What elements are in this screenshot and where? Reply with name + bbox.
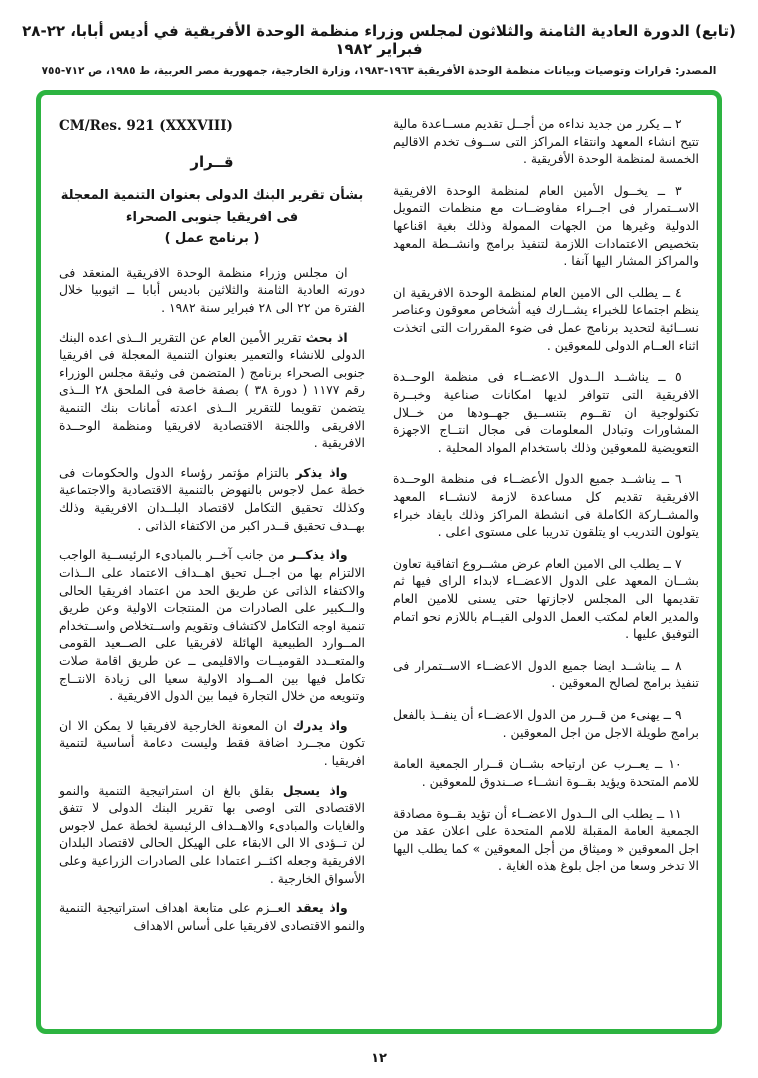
two-column-layout xyxy=(41,95,717,1029)
content-border-box xyxy=(36,90,722,1034)
resolution-reference: CM/Res. 921 (XXXVIII) xyxy=(59,118,233,134)
operative-item-7: ٧ ــ يطلب الى الامين العام عرض مشــروع اتفاقية تعاون بشــان المعهد على الدول الاعضــاء لابداء الراى فيها ثم تقديمها الى المجلس لاجازتها حتى يسنى للامين العام والمدير العام لمكتب العمل الدولى القيــام باللازم نحو اتمام التوفيق عليها . xyxy=(393,555,699,642)
paragraph-text: العــزم على متابعة اهداف استراتيجية التنمية والنمو الاقتصادى لافريقيا على أساس الاهداف xyxy=(59,900,365,933)
header-session-line: (تابع) الدورة العادية الثامنة والثلاثون لمجلس وزراء منظمة الوحدة الأفريقية في أديس أبابا، ٢٢-٢٨ فبراير ١٩٨٢ xyxy=(22,22,736,58)
preamble-paragraph-7 xyxy=(59,899,365,934)
operative-item-5: ٥ ــ يناشــد الــدول الاعضــاء فى منظمة الوحــدة الافريقية التى تتوافر لديها امكانات صناعية وخبــرة تكنولوجية ان تقــوم بتنســيق جهــودها من خــلال المشاورات وتبادل المعلومات فى مجال انتــاج الاجهزة التعويضية للمعوقين وذلك باستخدام المواد المحلية . xyxy=(393,369,699,455)
preamble-paragraph-4 xyxy=(59,546,365,704)
paragraph-lead: واذ يذكر xyxy=(295,464,348,480)
operative-item-6: ٦ ــ يناشــد جميع الدول الأعضــاء فى منظمة الوحــدة الافريقية تقديم كل مساعدة لازمة لانشــاء المعهد والمشــاركة الكاملة فى انشطة المراكز وذلك بايفاد خبراء يتولون التدريب او يتلقون تدريبا على مستوى اعلى . xyxy=(393,471,699,540)
preamble-paragraph-1 xyxy=(59,264,365,317)
operative-item-10: ١٠ ــ يعــرب عن ارتياحه بشــان قــرار الجمعية العامة للامم المتحدة ويؤيد بقــوة انشــاء صــندوق للمعوقين . xyxy=(393,756,699,789)
operative-item-2: ٢ ــ يكرر من جديد نداءه من أجــل تقديم مســاعدة مالية تتيح انشاء المعهد وانتقاء المراكز التى ســوف تخدم الاقاليم الخمسة لمنظمة الوحدة الأفريقية . xyxy=(393,116,699,167)
preamble-paragraph-3 xyxy=(59,464,365,534)
operative-item-3: ٣ ــ يخــول الأمين العام لمنظمة الوحدة الافريقية الاســتمرار فى اجــراء مفاوضــات مع منظمات التمويل الدولية وغيرها من الجهات الممولة وذلك بغية اقناعها بتخصيص الاعتمادات اللازمة لتنفيذ برامج وانشــطة المعهد والمراكز المشار اليها آنفا . xyxy=(393,182,699,269)
page-footer xyxy=(0,1051,758,1066)
column-operative-items xyxy=(393,115,699,1015)
paragraph-text: تقرير الأمين العام عن التقرير الــذى اعده البنك الدولى للانشاء والتعمير بعنوان التنمية المعجلة فى افريقيا جنوبى الصحراء برنامج ( المتضمن فى وثيقة مجلس الوزراء رقم ١١٧٧ ( دورة ٣٨ ) بصفة خاصة فى الملحق ٢٨ الــذى يتضمن تقويما للتقرير الــذى اعدته أمانات بنك التنمية الافريقى واللجنة الاقتصادية لافريقيا ومنظمة الوحــدة الافريقية . xyxy=(59,329,365,451)
preamble-paragraph-2 xyxy=(59,329,365,452)
resolution-subtitle-3: ( برنامج عمل ) xyxy=(164,231,260,247)
paragraph-text: بقلق بالغ ان استراتيجية التنمية والنمو الاقتصادى التى اوصى بها تقرير البنك الدولى لا تتفق والغايات والمبادىء والاهــداف الرئيسية لخطة عمل لاجوس لن تــؤدى الا الى الابقاء على الهيكل الحالى لاقتصاد البلدان الافريقية وجعله اكثــر اعتمادا على الصادرات الزراعية وعلى الأسواق الخارجية . xyxy=(59,782,365,886)
preamble-paragraph-5 xyxy=(59,717,365,770)
preamble-paragraph-6 xyxy=(59,782,365,888)
resolution-subtitle-2: فى افريقيا جنوبى الصحراء xyxy=(125,209,299,225)
header-source-line: المصدر: قرارات وتوصيات وبيانات منظمة الوحدة الأفريقية ١٩٦٣-١٩٨٣، وزارة الخارجية، جمهورية مصر العربية، ط ١٩٨٥، ص ٧١٢-٧٥٥ xyxy=(41,65,717,77)
paragraph-text: ان المعونة الخارجية لافريقيا لا يمكن الا ان تكون مجــرد اضافة فقط وليست دعامة أساسية لتنمية افريقيا . xyxy=(59,717,365,768)
page-number: ١٢ xyxy=(371,1051,387,1066)
paragraph-lead: واذ يدرك xyxy=(292,717,348,733)
operative-item-8: ٨ ــ يناشــد ايضا جميع الدول الاعضــاء الاســتمرار فى تنفيذ برامج لصالح المعوقين . xyxy=(393,657,699,691)
column-resolution xyxy=(59,115,365,1015)
paragraph-lead: واذ يذكــر xyxy=(289,547,348,563)
paragraph-text: بالتزام مؤتمر رؤساء الدول والحكومات فى خطة عمل لاجوس بالنهوض بالتنمية الاقتصادية والاجتماعية وكذلك تحقيق التكامل لاقتصاد البلــدان الافريقية وذلك بهــدف تحقيق قــدر اكبر من الاكتفاء الذاتى . xyxy=(59,464,365,533)
paragraph-text: ان مجلس وزراء منظمة الوحدة الافريقية المنعقد فى دورته العادية الثامنة والثلاثين باديس أبابا ــ اثيوبيا خلال الفترة من ٢٢ الى ٢٨ فبراير سنة ١٩٨٢ . xyxy=(59,264,365,315)
operative-item-9: ٩ ــ يهنىء من قــرر من الدول الاعضــاء أن ينفــذ بالفعل برامج طويلة الاجل من اجل المعوقين . xyxy=(393,707,699,740)
operative-item-11: ١١ ــ يطلب الى الــدول الاعضــاء أن تؤيد بقــوة مصادقة الجمعية العامة المقبلة للامم المتحدة على اعلان عقد من اجل المعوقين « وميثاق من أجل المعوقين » كما يطلب اليها الا تدخر وسعا من اجل بلوغ هذه الغاية . xyxy=(393,805,699,874)
paragraph-lead: واذ يعقد xyxy=(295,900,348,916)
paragraph-lead: اذ بحث xyxy=(305,329,348,345)
resolution-title: قــرار xyxy=(190,153,234,172)
operative-item-4: ٤ ــ يطلب الى الامين العام لمنظمة الوحدة الافريقية ان ينظم اجتماعا للخبراء يشــارك فيه أشخاص معوقون وعناصر نســائية لتحديد برنامج عمل فى ضوء المقررات التى اتخذت اثناء العــام الدولى للمعوقين . xyxy=(393,284,699,353)
paragraph-text: من جانب آخــر بالمبادىء الرئيســية الواجب الالتزام بها من اجــل تحيق اهــداف الاعتماد على الــذات والاكتفاء الذاتى عن طريق الحد من اعتماد افريقيا الحالى والــكبير على الصادرات من المنتجات الاولية وعن طريق تنمية اوجه التكامل لاكتشاف وتقويم واســتخلاص واســتخدام المــوارد الطبيعية الهائلة لافريقيا على الصــعيد القومى والمتعــدد القوميــات والاقليمى ــ عن طريق اقامة صلات تكامل فيها بين المــواد الاولية سعيا الى زيادة الانتــاج وتنويعه من خلال التجارة فيما بين الدول الافريقية . xyxy=(59,547,365,704)
paragraph-lead: واذ يسجل xyxy=(282,782,348,798)
resolution-subtitle-1: بشأن تقرير البنك الدولى بعنوان التنمية المعجلة xyxy=(60,188,364,204)
document-header xyxy=(10,22,748,77)
